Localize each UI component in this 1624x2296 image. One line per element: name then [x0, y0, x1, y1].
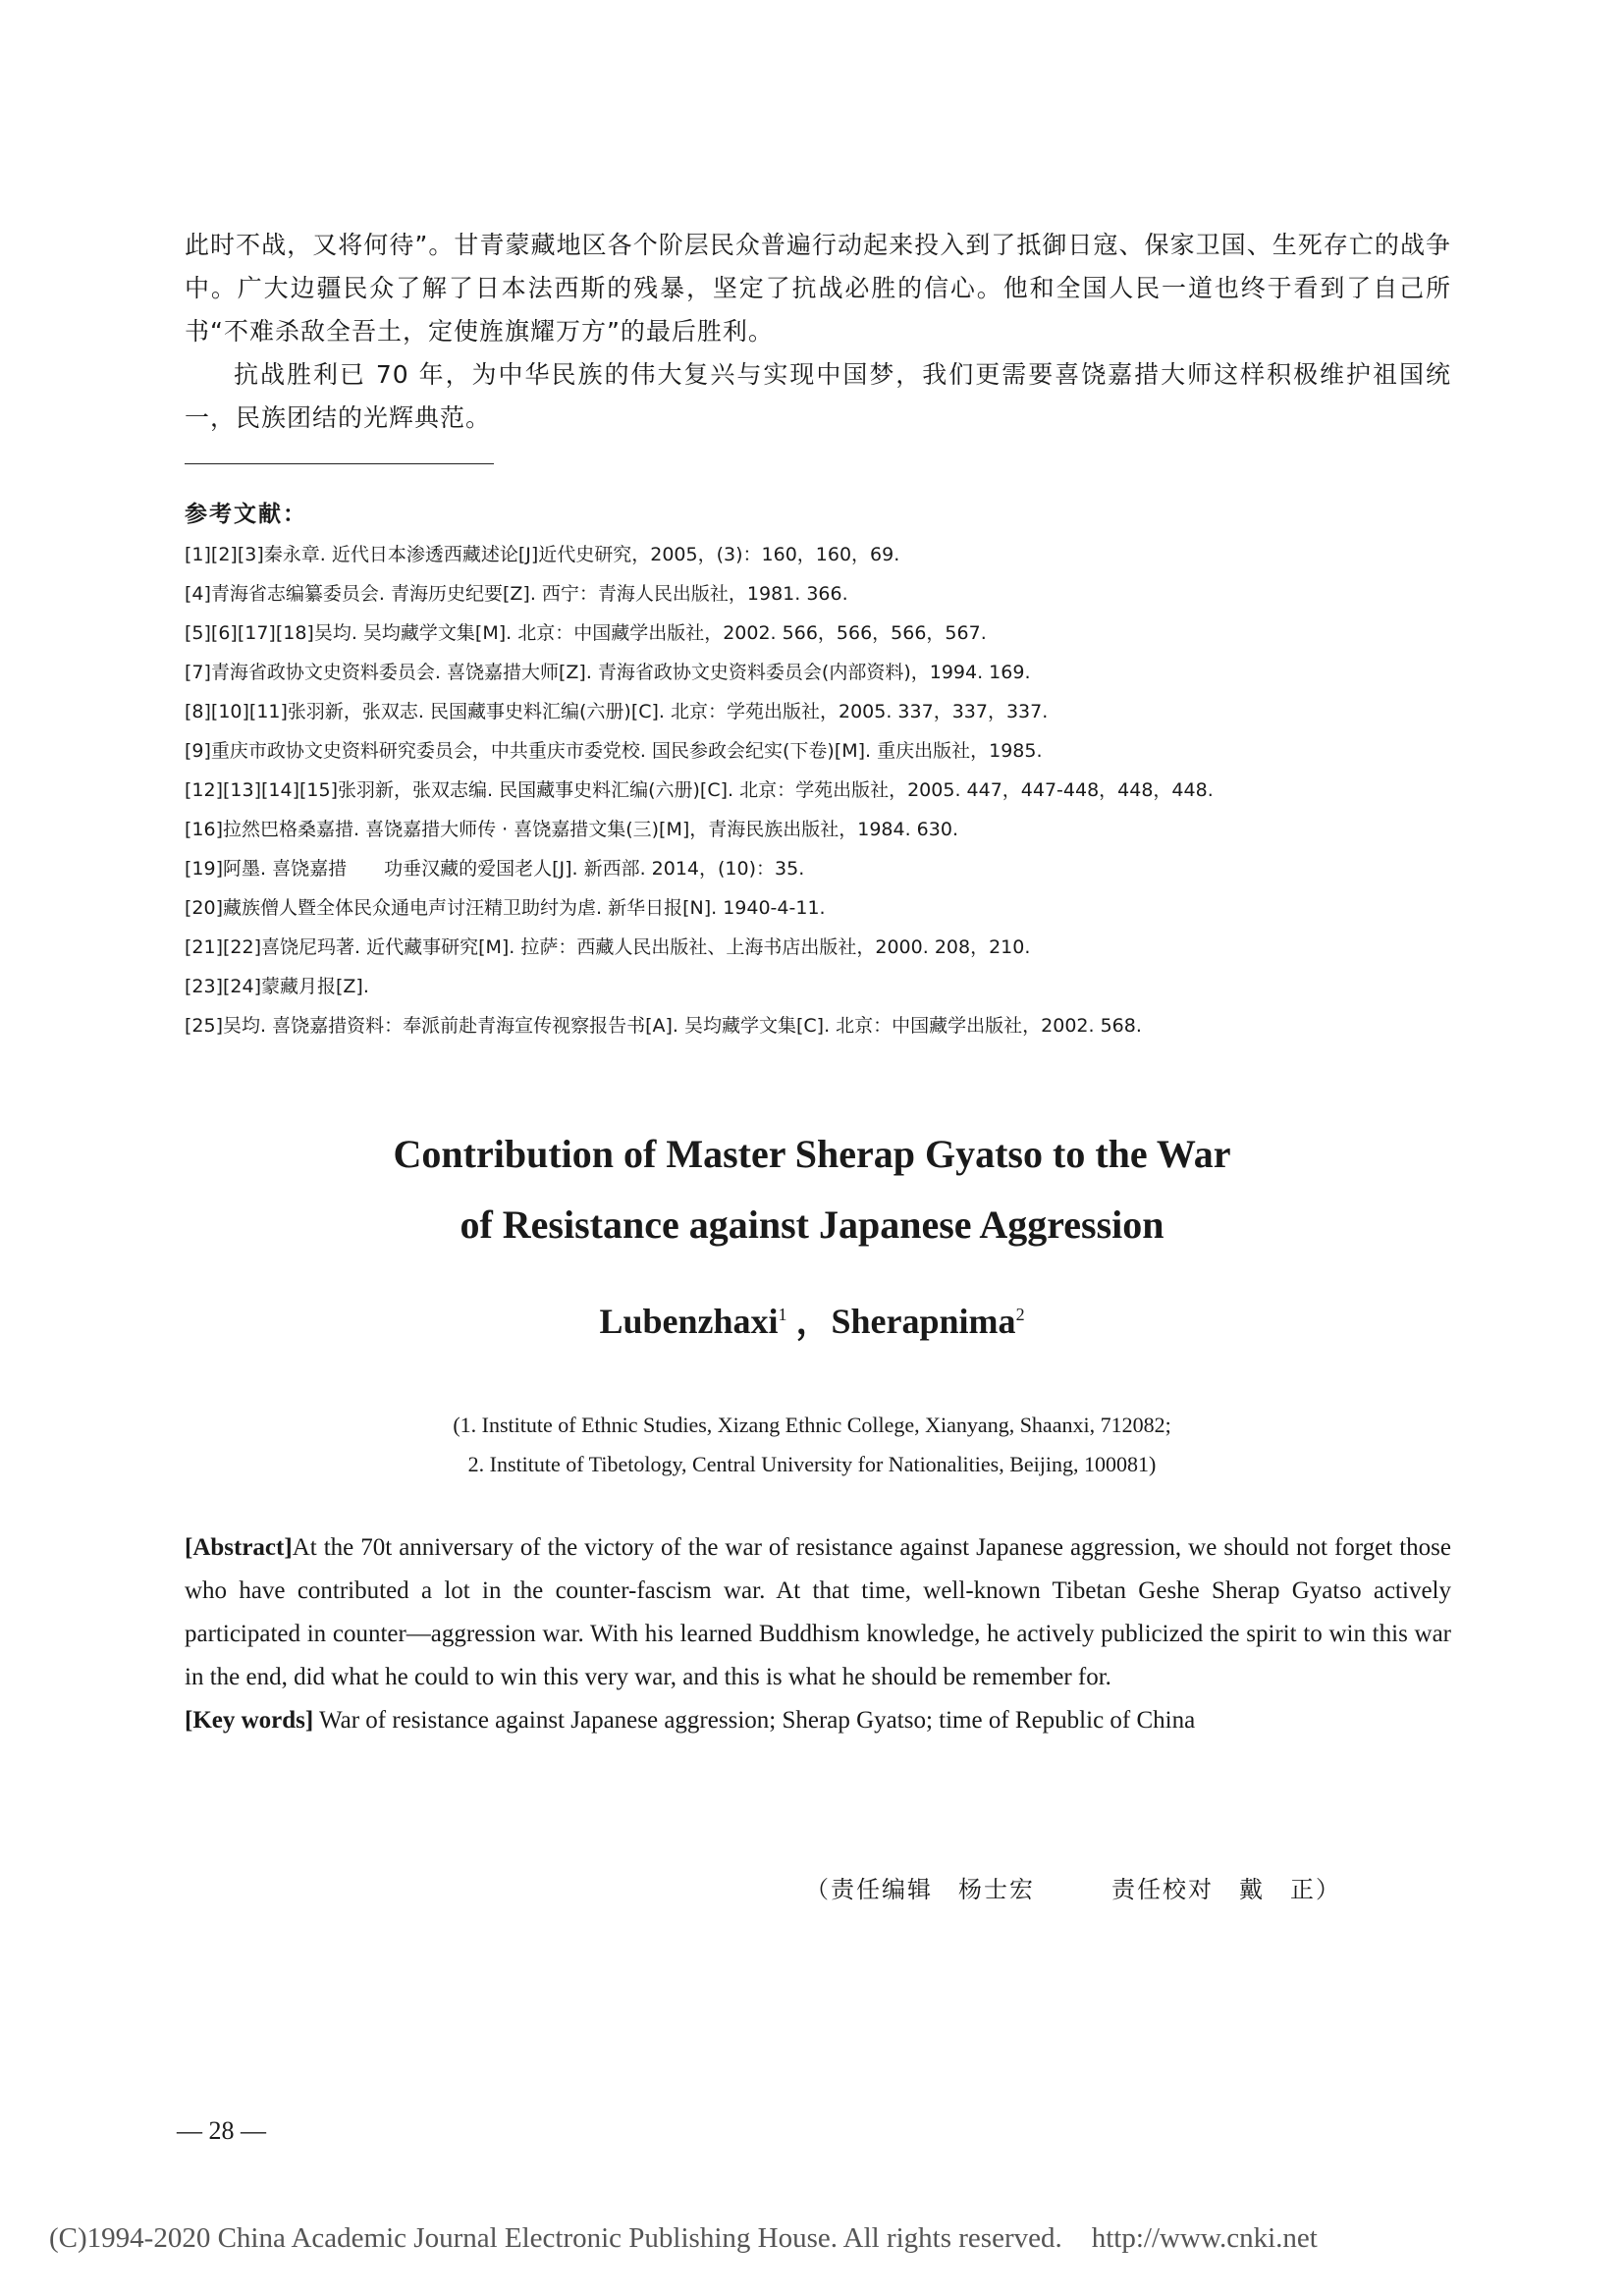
affiliations: [223, 1406, 1401, 1484]
reference-item: [23][24]蒙藏月报[Z].: [185, 976, 369, 997]
english-title: [223, 1119, 1401, 1260]
abstract: [185, 1526, 1451, 1699]
references-divider: [185, 463, 494, 464]
reference-item: [5][6][17][18]吴均. 吴均藏学文集[M]. 北京：中国藏学出版社，2002. 566，566，566，567.: [185, 622, 987, 644]
keywords-label: [Key words]: [185, 1707, 314, 1734]
reference-item: [9]重庆市政协文史资料研究委员会，中共重庆市委党校. 国民参政会纪实(下卷)[M]. 重庆出版社，1985.: [185, 740, 1043, 762]
references-list: [185, 535, 1461, 1045]
authors: [223, 1294, 1401, 1344]
affiliation-line: (1. Institute of Ethnic Studies, Xizang Ethnic College, Xianyang, Shaanxi, 712082;: [453, 1413, 1171, 1437]
author-name: Lubenzhaxi: [599, 1302, 779, 1341]
author-affiliation-mark: 2: [1015, 1305, 1025, 1324]
abstract-label: [Abstract]: [185, 1534, 293, 1561]
abstract-block: [185, 1526, 1451, 1742]
reference-item: [21][22]喜饶尼玛著. 近代藏事研究[M]. 拉萨：西藏人民出版社、上海书店出版社，2000. 208，210.: [185, 936, 1031, 958]
editor-credits: （责任编辑 杨士宏 责任校对 戴 正）: [805, 1876, 1341, 1903]
keywords-text: War of resistance against Japanese aggression; Sherap Gyatso; time of Republic of China: [313, 1707, 1196, 1734]
keywords: [185, 1699, 1451, 1742]
body-paragraph: 抗战胜利已 70 年，为中华民族的伟大复兴与实现中国梦，我们更需要喜饶嘉措大师这样积极维护祖国统一，民族团结的光辉典范。: [185, 360, 1451, 432]
copyright-footer: [49, 2222, 1318, 2255]
footer-link[interactable]: http://www.cnki.net: [1091, 2222, 1318, 2254]
page-number: — 28 —: [177, 2116, 266, 2145]
author-affiliation-mark: 1: [778, 1305, 787, 1324]
reference-item: [12][13][14][15]张羽新，张双志编. 民国藏事史料汇编(六册)[C]. 北京：学苑出版社，2005. 447，447-448，448，448.: [185, 779, 1214, 801]
reference-item: [8][10][11]张羽新，张双志. 民国藏事史料汇编(六册)[C]. 北京：学苑出版社，2005. 337，337，337.: [185, 701, 1049, 722]
affiliation-line: 2. Institute of Tibetology, Central University for Nationalities, Beijing, 100081): [467, 1452, 1157, 1476]
reference-item: [19]阿墨. 喜饶嘉措 功垂汉藏的爱国老人[J]. 新西部. 2014，(10)：35.: [185, 858, 805, 880]
english-title-line: of Resistance against Japanese Aggression: [460, 1202, 1164, 1247]
references-heading: 参考文献：: [185, 502, 307, 527]
copyright-text: (C)1994-2020 China Academic Journal Electronic Publishing House. All rights reserved.: [49, 2222, 1062, 2254]
body-text: [185, 224, 1451, 440]
reference-item: [7]青海省政协文史资料委员会. 喜饶嘉措大师[Z]. 青海省政协文史资料委员会(内部资料)，1994. 169.: [185, 662, 1031, 683]
reference-item: [20]藏族僧人暨全体民众通电声讨汪精卫助纣为虐. 新华日报[N]. 1940-4-11.: [185, 897, 826, 919]
abstract-text: At the 70t anniversary of the victory of the war of resistance against Japanese aggression, we should not forget those who have contributed a lot in the counter-fascism war. At that time, well-known Tibetan Geshe Sherap Gyatso actively participated in counter—aggression war. With his learned Buddhism knowledge, he actively publicized the spirit to win this war in the end, did what he could to win this very war, and this is what he should be remember for.: [185, 1534, 1451, 1690]
author-separator: ，: [786, 1302, 832, 1341]
reference-item: [1][2][3]秦永章. 近代日本渗透西藏述论[J]近代史研究，2005，(3)：160，160，69.: [185, 544, 900, 565]
reference-item: [4]青海省志编纂委员会. 青海历史纪要[Z]. 西宁：青海人民出版社，1981. 366.: [185, 583, 848, 605]
english-title-line: Contribution of Master Sherap Gyatso to the War: [393, 1132, 1231, 1176]
author-name: Sherapnima: [831, 1302, 1016, 1341]
reference-item: [25]吴均. 喜饶嘉措资料：奉派前赴青海宣传视察报告书[A]. 吴均藏学文集[C]. 北京：中国藏学出版社，2002. 568.: [185, 1015, 1142, 1037]
body-paragraph: 此时不战，又将何待”。甘青蒙藏地区各个阶层民众普遍行动起来投入到了抵御日寇、保家卫国、生死存亡的战争中。广大边疆民众了解了日本法西斯的残暴，坚定了抗战必胜的信心。他和全国人民一道也终于看到了自己所书“不难杀敌全吾土，定使旌旗耀万方”的最后胜利。: [185, 231, 1451, 346]
reference-item: [16]拉然巴格桑嘉措. 喜饶嘉措大师传 · 喜饶嘉措文集(三)[M]，青海民族出版社，1984. 630.: [185, 819, 958, 840]
